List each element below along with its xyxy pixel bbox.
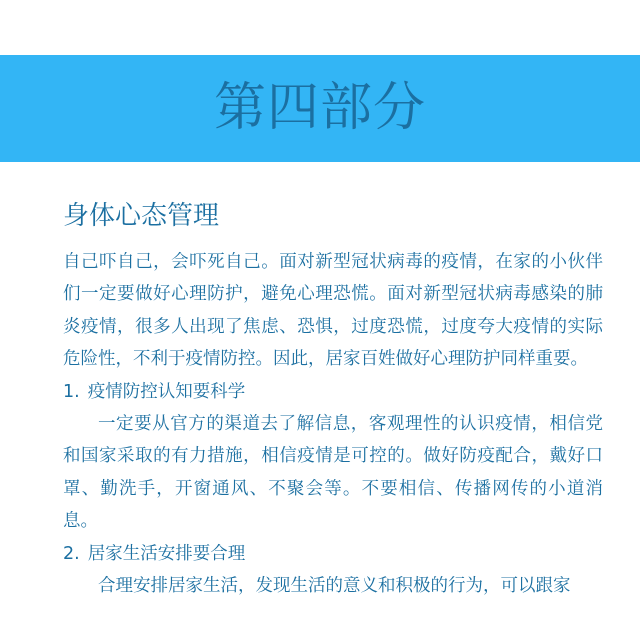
article-body [63, 196, 603, 602]
item-paragraph-1: 一定要从官方的渠道去了解信息，客观理性的认识疫情，相信党和国家采取的有力措施，相信疫情是可控的。做好防疫配合，戴好口罩、勤洗手，开窗通风、不聚会等。不要相信、传播网传的小道消息。 [63, 414, 603, 532]
subheading-number: 1. [63, 381, 80, 402]
subheading-text: 居家生活安排要合理 [87, 543, 246, 564]
part-title: 第四部分 [213, 78, 426, 138]
subheading-1 [63, 376, 603, 408]
intro-paragraph: 自己吓自己，会吓死自己。面对新型冠状病毒的疫情，在家的小伙伴们一定要做好心理防护，避免心理恐慌。面对新型冠状病毒感染的肺炎疫情，很多人出现了焦虑、恐惧，过度恐慌，过度夸大疫情的实际危险性，不利于疫情防控。因此，居家百姓做好心理防护同样重要。 [63, 252, 603, 370]
section-banner [0, 55, 640, 162]
item-paragraph-2: 合理安排居家生活，发现生活的意义和积极的行为，可以跟家 [98, 576, 571, 597]
subheading-text: 疫情防控认知要科学 [87, 381, 246, 402]
section-heading: 身体心态管理 [63, 201, 220, 231]
subheading-number: 2. [63, 543, 80, 564]
subheading-2 [63, 538, 603, 570]
